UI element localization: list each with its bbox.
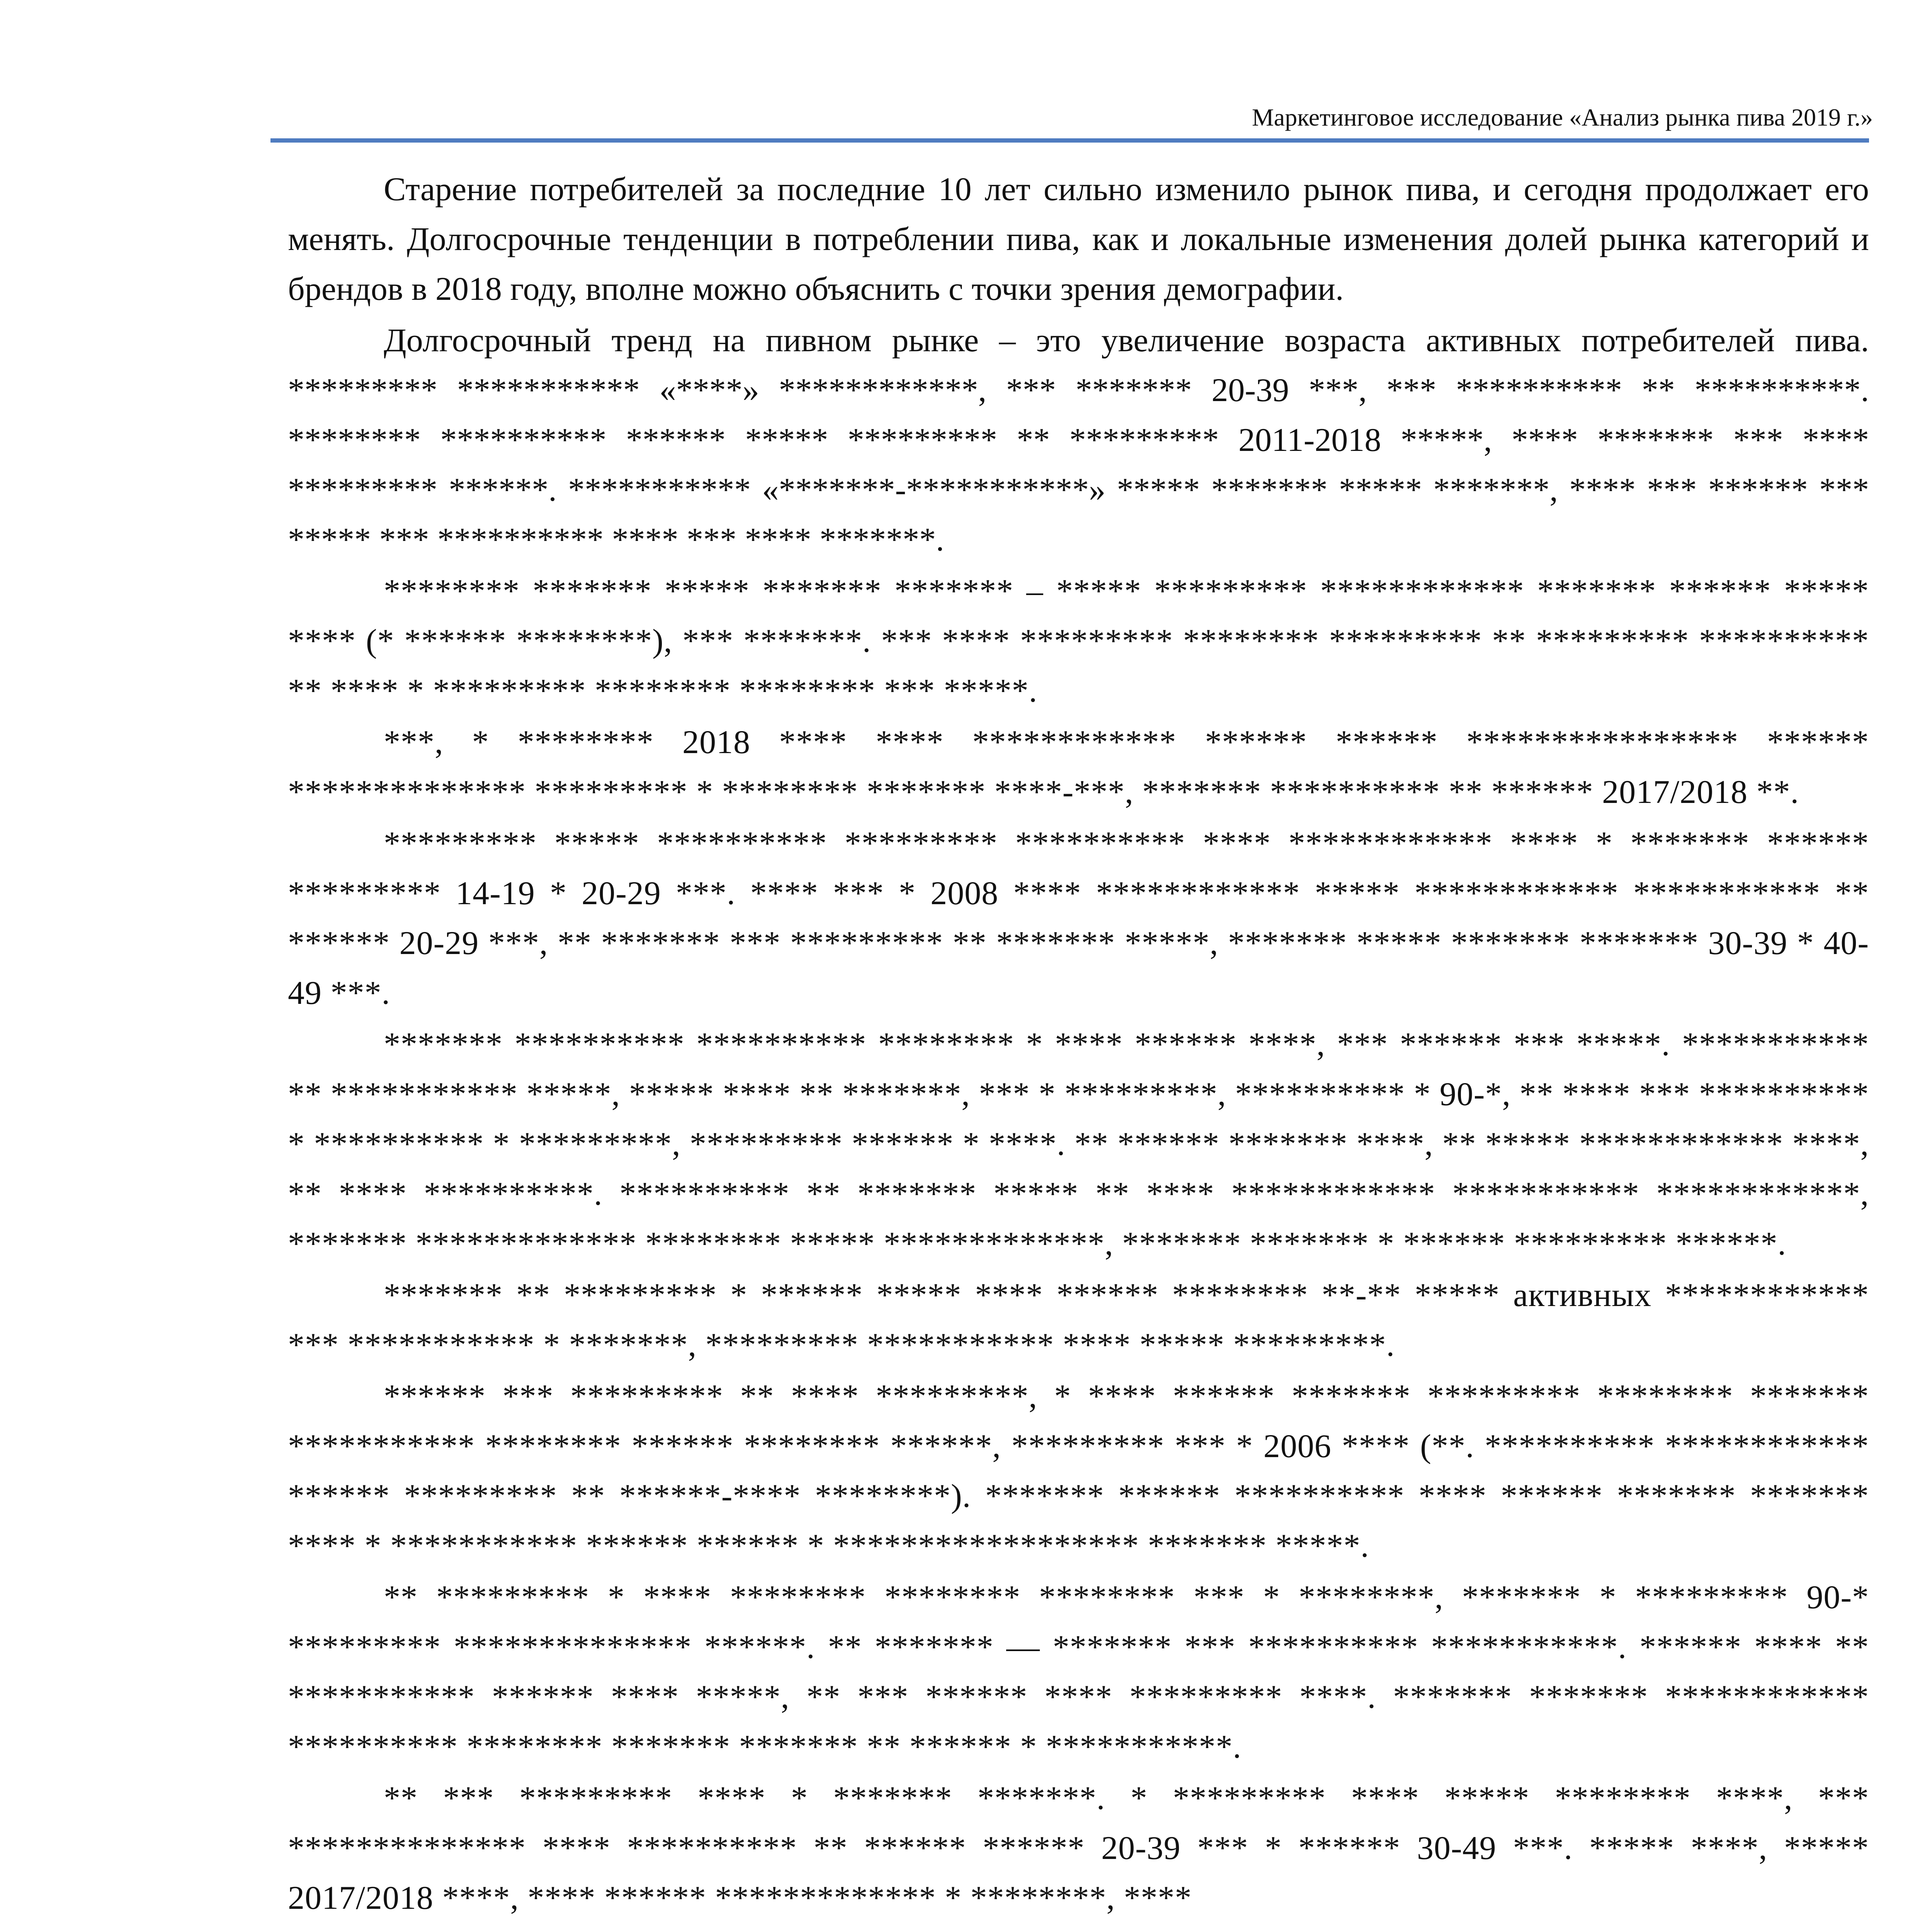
header-rule — [270, 138, 1869, 143]
paragraph: ******* ********** ********** ******** * **** ****** ****, *** ****** *** *****. *********** ** *********** *****, ***** **** ** *******, *** * *********, ********** * 90-*, ** **** *** ********** * ********** * *********, ********* ****** * ****. ** ****** ******* ****, ** ***** ************ ****, ** **** **********. ********** ** ******* ***** ** **** ************ *********** ************, ******* ************* ******** ***** *************, ******* ******* * ****** ********* ******. — [288, 1026, 1869, 1262]
header-title: Маркетинговое исследование «Анализ рынка пива 2019 г.» — [1252, 104, 1873, 131]
paragraph: ********* ***** ********** ********* ********** **** ************ **** * ******* ****** ********* 14-19 * 20-29 ***. **** *** * 2008 **** ************ ***** ************ *********** ** ****** 20-29 ***, ** ******* *** ********* ** ******* *****, ******* ***** ******* ******* 30-39 * 40-49 ***. — [288, 825, 1869, 1011]
paragraph: ******* ** ********* * ****** ***** **** ****** ******** **-** ***** активных ************ *** *********** * *******, ********* *********** **** ***** *********. — [288, 1276, 1869, 1363]
paragraph: Долгосрочный тренд на пивном рынке – это увеличение возраста активных потребителей пива. ********* *********** «****» ************, *** ******* 20-39 ***, *** ********** ** **********. ******** ********** ****** ***** ********* ** ********* 2011-2018 *****, **** ******* *** **** ********* ******. *********** «*******-***********» ***** ******* ***** *******, **** *** ****** *** ***** *** ********** **** *** **** *******. — [288, 321, 1869, 558]
paragraph: ** *** ********* **** * ******* *******. * ********* **** ***** ******** ****, *** ************** **** ********** ** ****** ****** 20-39 *** * ****** 30-49 ***. ***** ****, ***** 2017/2018 ****, **** ****** ************* * ********, **** — [288, 1779, 1869, 1916]
paragraph: Старение потребителей за последние 10 лет сильно изменило рынок пива, и сегодня продолжает его менять. Долгосрочные тенденции в потреблении пива, как и локальные изменения долей рынка категорий и брендов в 2018 году, вполне можно объяснить с точки зрения демографии. — [288, 170, 1869, 307]
paragraph: ** ********* * **** ******** ******** ******** *** * ********, ******* * ********* 90-* ********* ************** ******. ** ******* — ******* *** ********** ***********. ****** **** ** *********** ****** **** *****, ** *** ****** **** ********* ****. ******* ******* ************ ********** ******** ******* ******* ** ****** * ***********. — [288, 1578, 1869, 1765]
paragraph: ****** *** ********* ** **** *********, * **** ****** ******* ********* ******** ******* *********** ******** ****** ******** ******, ********* *** * 2006 **** (**. ********** ************ ****** ********* ** ******-**** ********). ******* ****** ********** **** ****** ******* ******* **** * *********** ****** ****** * ****************** ******* *****. — [288, 1378, 1869, 1564]
body-text — [288, 164, 1869, 1924]
paragraph: ***, * ******** 2018 **** **** ************ ****** ****** **************** ****** ************** ********* * ******** ******* ****-***, ******* ********** ** ****** 2017/2018 **. — [288, 723, 1869, 810]
paragraph: ******** ******* ***** ******* ******* – ***** ********* ************ ******* ****** ***** **** (* ****** ********), *** *******. *** **** ********* ******** ********* ** ********* ********** ** **** * ********* ******** ******** *** *****. — [288, 572, 1869, 709]
